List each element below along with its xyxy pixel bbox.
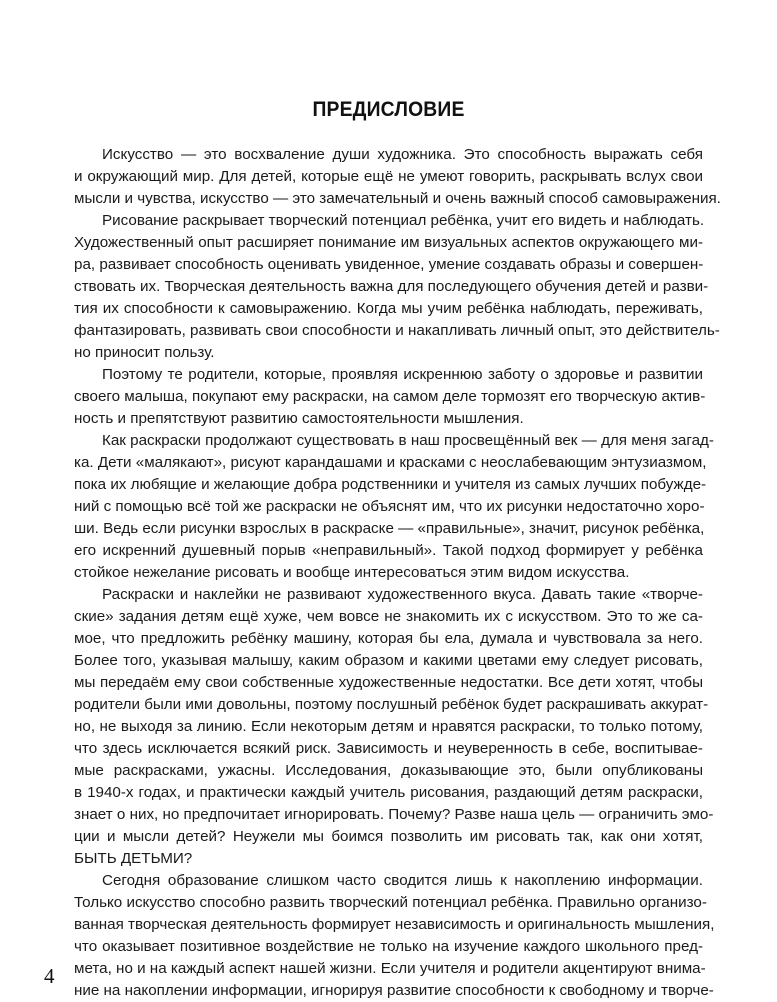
- text-line: БЫТЬ ДЕТЬМИ?: [74, 850, 193, 867]
- text-line: мета, но и на каждый аспект нашей жизни. Если учителя и родители акцентируют внима-: [74, 960, 706, 977]
- text-line: Как раскраски продолжают существовать в наш просвещённый век — для меня загад-: [102, 432, 714, 449]
- text-line: ствовать их. Творческая деятельность важна для последующего обучения детей и разви-: [74, 278, 709, 295]
- text-line: ние на накоплении информации, игнорируя развитие способности к свободному и творче-: [74, 982, 714, 999]
- text-line: что оказывает позитивное воздействие не только на изучение каждого школьного пред-: [74, 938, 703, 955]
- text-line: но приносит пользу.: [74, 344, 215, 361]
- text-line: Более того, указывая малышу, каким образом и какими цветами ему следует рисовать,: [74, 652, 703, 669]
- text-line: ка. Дети «малякают», рисуют карандашами и красками с неослабевающим энтузиазмом,: [74, 454, 707, 471]
- text-line: Рисование раскрывает творческий потенциал ребёнка, учит его видеть и наблюдать.: [102, 212, 705, 229]
- text-line: что здесь исключается всякий риск. Зависимость и неуверенность в себе, воспитывае-: [74, 740, 703, 757]
- text-line: ции и мысли детей? Неужели мы боимся позволить им рисовать так, как они хотят,: [74, 828, 703, 845]
- text-line: Раскраски и наклейки не развивают художественного вкуса. Давать такие «творче-: [102, 586, 703, 603]
- text-line: Сегодня образование слишком часто сводится лишь к накоплению информации.: [102, 872, 703, 889]
- text-line: мы передаём ему свои собственные художественные недостатки. Все дети хотят, чтобы: [74, 674, 703, 691]
- text-line: его искренний душевный порыв «неправильный». Такой подход формирует у ребёнка: [74, 542, 703, 559]
- text-line: ность и препятствуют развитию самостоятельности мышления.: [74, 410, 524, 427]
- text-line: мое, что предложить ребёнку машину, которая бы ела, думала и чувствовала за него.: [74, 630, 703, 647]
- text-line: ванная творческая деятельность формирует независимость и оригинальность мышления,: [74, 916, 715, 933]
- text-line: ний с помощью всё той же раскраски не объяснят им, что их рисунки недостаточно хоро-: [74, 498, 705, 515]
- text-line: Только искусство способно развить творческий потенциал ребёнка. Правильно организо-: [74, 894, 707, 911]
- text-line: мысли и чувства, искусство — это замечательный и очень важный способ самовыражения.: [74, 190, 721, 207]
- text-line: ра, развивает способность оценивать увиденное, умение создавать образы и совершен-: [74, 256, 704, 273]
- text-line: фантазировать, развивать свои способности и накапливать личный опыт, это действитель-: [74, 322, 720, 339]
- text-line: Художественный опыт расширяет понимание им визуальных аспектов окружающего ми-: [74, 234, 703, 251]
- text-line: пока их любящие и желающие добра родственники и учителя из самых лучших побужде-: [74, 476, 707, 493]
- text-line: своего малыша, покупают ему раскраски, на самом деле тормозят его творческую актив-: [74, 388, 706, 405]
- text-line: ские» задания детям ещё хуже, чем вовсе не знакомить их с искусством. Это то же са-: [74, 608, 703, 625]
- text-line: Искусство — это восхваление души художника. Это способность выражать себя: [102, 146, 703, 163]
- text-line: ши. Ведь если рисунки взрослых в раскраске — «правильные», значит, рисунок ребёнка,: [74, 520, 705, 537]
- text-line: родители были ими довольны, поэтому послушный ребёнок будет раскрашивать аккурат-: [74, 696, 709, 713]
- text-line: знает о них, но предпочитает игнорировать. Почему? Разве наша цель — ограничить эмо-: [74, 806, 714, 823]
- text-line: и окружающий мир. Для детей, которые ещё не умеют говорить, раскрывать вслух свои: [74, 168, 703, 185]
- preface-body: [74, 144, 721, 1002]
- text-line: мые раскрасками, ужасны. Исследования, доказывающие это, были опубликованы: [74, 762, 703, 779]
- text-line: тия их способности к самовыражению. Когда мы учим ребёнка наблюдать, переживать,: [74, 300, 703, 317]
- page-title: ПРЕДИСЛОВИЕ: [312, 98, 465, 121]
- page-number: 4: [44, 964, 55, 988]
- text-line: в 1940-х годах, и практически каждый учитель рисования, раздающий детям раскраски,: [74, 784, 703, 801]
- text-line: стойкое нежелание рисовать и вообще интересоваться этим видом искусства.: [74, 564, 630, 581]
- text-line: Поэтому те родители, которые, проявляя искреннюю заботу о здоровье и развитии: [102, 366, 703, 383]
- text-line: но, не выходя за линию. Если некоторым детям и нравятся раскраски, то только потому,: [74, 718, 703, 735]
